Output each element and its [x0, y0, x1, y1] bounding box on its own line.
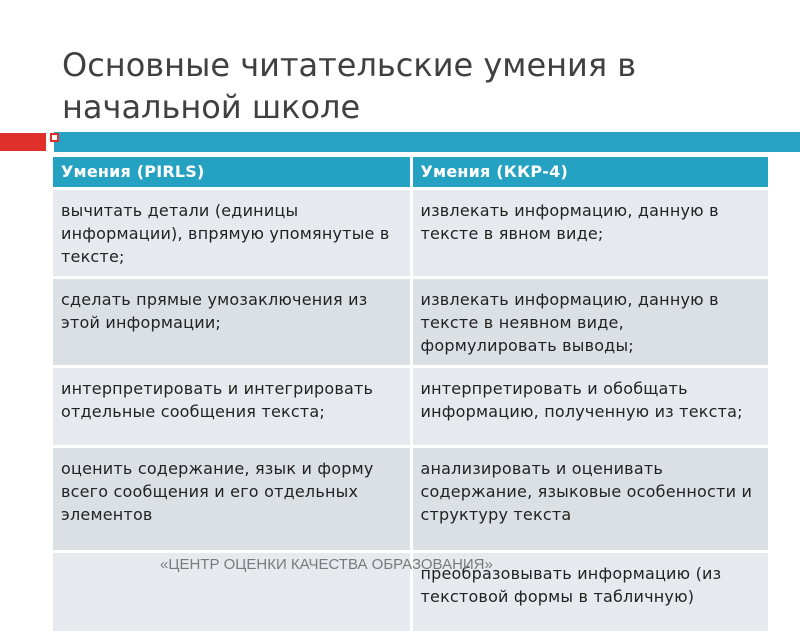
header-kkr4: Умения (ККР-4) [411, 157, 768, 188]
table-cell-kkr4: извлекать информацию, данную в тексте в неявном виде, формулировать выводы; [411, 277, 768, 366]
accent-bar-red [0, 133, 46, 151]
table-row [53, 366, 768, 446]
table-row [53, 188, 768, 277]
table-row [53, 277, 768, 366]
accent-bar-teal [54, 132, 800, 152]
slide-title: Основные читательские умения в начальной школе [62, 46, 637, 126]
footer-organization: «ЦЕНТР ОЦЕНКИ КАЧЕСТВА ОБРАЗОВАНИЯ» [160, 556, 493, 573]
accent-square-marker [50, 133, 59, 142]
table-cell-pirls: интерпретировать и интегрировать отдельные сообщения текста; [53, 366, 411, 446]
table-cell-kkr4: преобразовывать информацию (из текстовой формы в табличную) [411, 551, 768, 631]
table-cell-pirls: оценить содержание, язык и форму всего сообщения и его отдельных элементов [53, 446, 411, 551]
table-row [53, 446, 768, 551]
table-cell-pirls: сделать прямые умозаключения из этой информации; [53, 277, 411, 366]
table-cell-kkr4: анализировать и оценивать содержание, языковые особенности и структуру текста [411, 446, 768, 551]
table-cell-kkr4: интерпретировать и обобщать информацию, полученную из текста; [411, 366, 768, 446]
header-pirls: Умения (PIRLS) [53, 157, 411, 188]
table-header-row [53, 157, 768, 188]
table-cell-kkr4: извлекать информацию, данную в тексте в явном виде; [411, 188, 768, 277]
table-cell-pirls: вычитать детали (единицы информации), впрямую упомянутые в тексте; [53, 188, 411, 277]
